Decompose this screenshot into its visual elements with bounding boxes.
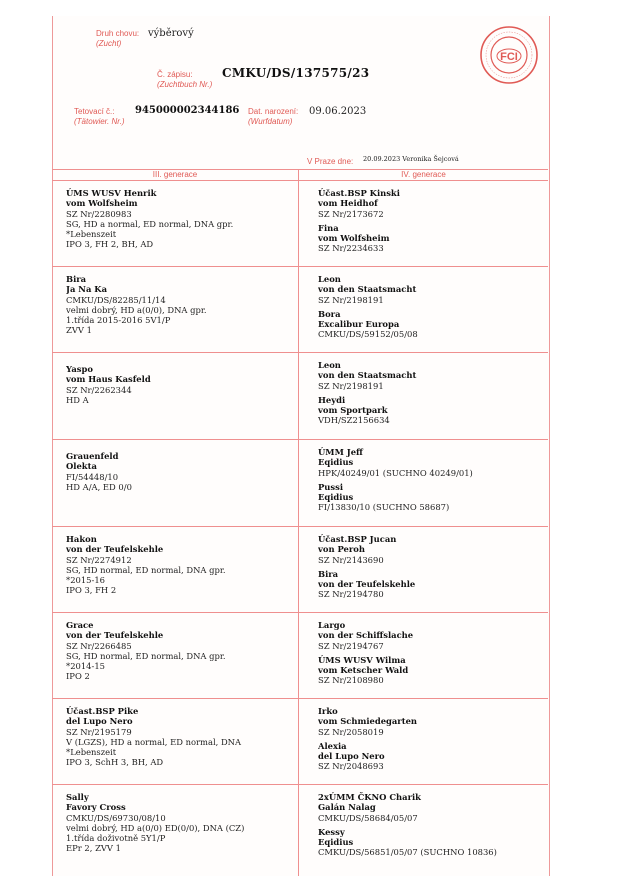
ancestor-cell-right xyxy=(318,620,544,696)
ancestor-info-line: SZ Nr/2274912 xyxy=(66,554,132,565)
ancestor-name-line: vom Ketscher Wald xyxy=(318,665,409,676)
ancestor-name-line: Bora xyxy=(318,308,341,319)
ancestor-info-line: SZ Nr/2280983 xyxy=(66,208,132,219)
ancestor-name-line: Sally xyxy=(66,792,89,802)
ancestor-name-line: Bira xyxy=(318,568,339,579)
birth-value: 09.06.2023 xyxy=(309,106,367,117)
row-divider xyxy=(52,698,548,699)
ancestor-name-line: von Peroh xyxy=(318,544,365,555)
ancestor-cell-left xyxy=(66,447,288,523)
ancestor-info-line: IPO 3, SchH 3, BH, AD xyxy=(66,757,164,768)
ancestor-name-line: von den Staatsmacht xyxy=(318,284,417,295)
ancestor-info-line: VDH/SZ2156634 xyxy=(318,415,390,426)
ancestor-name-line: von der Schiffslache xyxy=(318,630,414,641)
ancestor-info-line: CMKU/DS/82285/11/14 xyxy=(66,294,166,305)
ancestor-info-line: ZVV 1 xyxy=(66,325,92,336)
ancestor-name-line: del Lupo Nero xyxy=(66,716,133,727)
ancestor-info-line: SZ Nr/2198191 xyxy=(318,294,384,305)
place-date-label: V Praze dne: xyxy=(307,157,354,166)
ancestor-name-line: Eqidius xyxy=(318,837,354,848)
ancestor-info-line: SG, HD normal, ED normal, DNA gpr. xyxy=(66,650,226,661)
ancestor-info-line: IPO 3, FH 2, BH, AD xyxy=(66,239,154,250)
seal-text: FCI xyxy=(500,51,518,63)
ancestor-name-line: Kessy xyxy=(318,826,345,837)
ancestor-name-line: Irko xyxy=(318,706,338,716)
ancestor-name-line: vom Wolfsheim xyxy=(66,198,138,209)
ancestor-name-line: vom Wolfsheim xyxy=(318,233,390,244)
row-divider xyxy=(52,180,548,181)
ancestor-name-line: Galán Nalag xyxy=(318,802,376,813)
ancestor-info-line: SZ Nr/2058019 xyxy=(318,726,384,737)
ancestor-name-line: Pussi xyxy=(318,481,343,492)
ancestor-name-line: ÚMS WUSV Henrik xyxy=(66,188,157,198)
ancestor-name-line: Favory Cross xyxy=(66,802,126,813)
ancestor-info-line: SZ Nr/2262344 xyxy=(66,384,132,395)
ancestor-cell-right xyxy=(318,188,544,264)
ancestor-cell-right xyxy=(318,274,544,350)
row-divider xyxy=(52,784,548,785)
ancestor-name-line: Grace xyxy=(66,620,94,630)
ancestor-info-line: SG, HD normal, ED normal, DNA gpr. xyxy=(66,564,226,575)
ancestor-info-line: HD A/A, ED 0/0 xyxy=(66,481,132,492)
ancestor-cell-right xyxy=(318,534,544,610)
gen4-header: IV. generace xyxy=(401,170,446,179)
ancestor-name-line: Alexia xyxy=(318,740,347,751)
ancestor-cell-left xyxy=(66,620,288,696)
breed-type-label: Druh chovu: (Zucht) xyxy=(96,29,140,48)
ancestor-info-line: SZ Nr/2108980 xyxy=(318,675,384,686)
row-divider xyxy=(52,439,548,440)
row-divider xyxy=(52,266,548,267)
ancestor-info-line: velmi dobrý, HD a(0/0) ED(0/0), DNA (CZ) xyxy=(66,822,245,833)
place-date-value: 20.09.2023 Veronika Šejcová xyxy=(363,155,459,163)
ancestor-name-line: ÚMM Jeff xyxy=(318,447,363,457)
ancestor-name-line: ÚMS WUSV Wilma xyxy=(318,654,406,665)
ancestor-cell-right xyxy=(318,360,544,436)
ancestor-name-line: vom Heidhof xyxy=(318,198,378,209)
row-divider xyxy=(52,526,548,527)
ancestor-name-line: Eqidius xyxy=(318,492,354,503)
ancestor-cell-right xyxy=(318,447,544,523)
ancestor-name-line: Ja Na Ka xyxy=(66,284,108,295)
ancestor-info-line: *Lebenszeit xyxy=(66,229,117,240)
ancestor-name-line: von den Staatsmacht xyxy=(318,370,417,381)
ancestor-info-line: SZ Nr/2143690 xyxy=(318,554,384,565)
ancestor-name-line: Heydi xyxy=(318,394,346,405)
ancestor-name-line: Leon xyxy=(318,360,341,370)
ancestor-cell-right xyxy=(318,706,544,782)
ancestor-name-line: Účast.BSP Jucan xyxy=(318,534,397,544)
ancestor-info-line: SZ Nr/2194780 xyxy=(318,589,384,600)
ancestor-name-line: Hakon xyxy=(66,534,97,544)
ancestor-info-line: SG, HD a normal, ED normal, DNA gpr. xyxy=(66,218,234,229)
ancestor-info-line: 1.třída 2015-2016 5V1/P xyxy=(66,315,171,326)
ancestor-info-line: IPO 3, FH 2 xyxy=(66,585,117,596)
ancestor-info-line: FI/13830/10 (SUCHNO 58687) xyxy=(318,502,450,513)
ancestor-info-line: IPO 2 xyxy=(66,671,90,682)
ancestor-info-line: FI/54448/10 xyxy=(66,471,119,482)
ancestor-cell-left xyxy=(66,792,288,868)
ancestor-name-line: vom Haus Kasfeld xyxy=(66,374,151,385)
fci-seal-icon xyxy=(479,25,539,85)
ancestor-name-line: vom Sportpark xyxy=(318,405,388,416)
ancestor-name-line: Excalibur Europa xyxy=(318,319,400,330)
ancestor-info-line: SZ Nr/2198191 xyxy=(318,380,384,391)
ancestor-cell-left xyxy=(66,274,288,350)
breed-type-value: výběrový xyxy=(148,28,194,39)
tattoo-label: Tetovací č.: (Tätowier. Nr.) xyxy=(74,107,125,126)
ancestor-name-line: Grauenfeld xyxy=(66,451,119,461)
ancestor-info-line: SZ Nr/2234633 xyxy=(318,243,384,254)
ancestor-name-line: vom Schmiedegarten xyxy=(318,716,418,727)
ancestor-name-line: von der Teufelskehle xyxy=(66,544,164,555)
ancestor-name-line: del Lupo Nero xyxy=(318,751,385,762)
ancestor-name-line: Eqidius xyxy=(318,457,354,468)
birth-label: Dat. narození: (Wurfdatum) xyxy=(248,107,299,126)
ancestor-info-line: *Lebenszeit xyxy=(66,747,117,758)
ancestor-name-line: Olekta xyxy=(66,461,97,472)
ancestor-name-line: Účast.BSP Kinski xyxy=(318,188,400,198)
ancestor-name-line: Fina xyxy=(318,222,339,233)
row-divider xyxy=(52,612,548,613)
ancestor-info-line: CMKU/DS/56851/05/07 (SUCHNO 10836) xyxy=(318,847,497,858)
ancestor-name-line: Bira xyxy=(66,274,87,284)
ancestor-cell-left xyxy=(66,534,288,610)
ancestor-info-line: SZ Nr/2173672 xyxy=(318,208,384,219)
ancestor-info-line: SZ Nr/2048693 xyxy=(318,761,384,772)
ancestor-info-line: HD A xyxy=(66,394,89,405)
ancestor-cell-left xyxy=(66,360,288,436)
ancestor-cell-left xyxy=(66,188,288,264)
row-divider xyxy=(52,352,548,353)
gen3-header: III. generace xyxy=(152,170,198,179)
ancestor-name-line: Leon xyxy=(318,274,341,284)
ancestor-name-line: von der Teufelskehle xyxy=(66,630,164,641)
reg-no-label: Č. zápisu: (Zuchtbuch Nr.) xyxy=(157,70,213,89)
ancestor-info-line: SZ Nr/2195179 xyxy=(66,726,132,737)
ancestor-cell-right xyxy=(318,792,544,868)
ancestor-info-line: HPK/40249/01 (SUCHNO 40249/01) xyxy=(318,467,473,478)
ancestor-info-line: SZ Nr/2194767 xyxy=(318,640,384,651)
ancestor-info-line: SZ Nr/2266485 xyxy=(66,640,132,651)
ancestor-info-line: velmi dobrý, HD a(0/0), DNA gpr. xyxy=(66,304,207,315)
ancestor-info-line: 1.třída doživotně 5Y1/P xyxy=(66,833,166,844)
ancestor-info-line: CMKU/DS/58684/05/07 xyxy=(318,812,418,823)
column-divider xyxy=(298,170,299,876)
reg-no-value: CMKU/DS/137575/23 xyxy=(222,66,370,80)
ancestor-name-line: Účast.BSP Pike xyxy=(66,706,139,716)
ancestor-info-line: *2014-15 xyxy=(66,661,105,672)
ancestor-info-line: *2015-16 xyxy=(66,575,105,586)
ancestor-name-line: von der Teufelskehle xyxy=(318,579,416,590)
ancestor-name-line: Yaspo xyxy=(66,364,93,374)
ancestor-name-line: Largo xyxy=(318,620,346,630)
ancestor-info-line: CMKU/DS/69730/08/10 xyxy=(66,812,166,823)
ancestor-cell-left xyxy=(66,706,288,782)
ancestor-info-line: CMKU/DS/59152/05/08 xyxy=(318,329,418,340)
tattoo-value: 945000002344186 xyxy=(135,105,240,116)
ancestor-name-line: 2xÚMM ČKNO Charik xyxy=(318,792,421,802)
ancestor-info-line: V (LGZS), HD a normal, ED normal, DNA xyxy=(66,736,242,747)
ancestor-info-line: EPr 2, ZVV 1 xyxy=(66,843,121,854)
